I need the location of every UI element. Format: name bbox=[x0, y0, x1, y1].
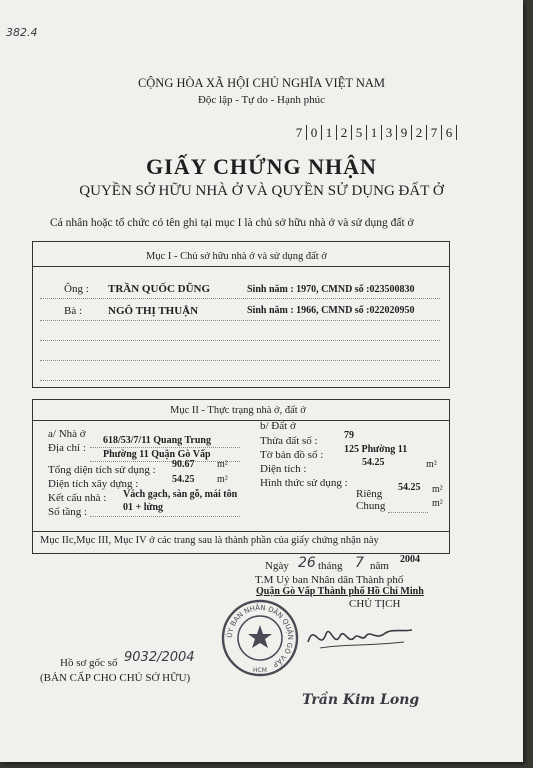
file-number: 9032/2004 bbox=[124, 650, 195, 665]
total-area-unit: m² bbox=[217, 459, 228, 470]
file-number-label: Hồ sơ gốc số bbox=[60, 657, 118, 669]
divider bbox=[32, 420, 449, 421]
seal-text: ỦY BAN NHÂN DÂN QUẬN GÒ VẤP bbox=[225, 603, 295, 669]
total-area-value: 90.67 bbox=[172, 459, 195, 470]
serial-digit: 1 bbox=[322, 125, 337, 140]
serial-digit: 2 bbox=[412, 125, 427, 140]
parcel-value: 79 bbox=[344, 430, 354, 441]
land-area-value: 54.25 bbox=[362, 457, 385, 468]
seal-star-icon bbox=[248, 625, 272, 648]
divider bbox=[32, 266, 449, 267]
corner-note: 382.4 bbox=[6, 26, 38, 39]
address-label: Địa chỉ : bbox=[48, 442, 86, 454]
dotted-line bbox=[90, 447, 240, 448]
serial-digit: 7 bbox=[427, 125, 442, 140]
dotted-line bbox=[40, 380, 440, 381]
address-line-2: Phường 11 Quận Gò Vấp bbox=[103, 449, 211, 460]
signer-name: Trần Kim Long bbox=[302, 692, 420, 708]
dotted-line bbox=[40, 340, 440, 341]
shared-label: Chung bbox=[356, 500, 386, 512]
serial-digit: 0 bbox=[307, 125, 322, 140]
copy-note: (BẢN CẤP CHO CHỦ SỞ HỮU) bbox=[40, 672, 191, 684]
owner-2-info: Sinh năm : 1966, CMND số :022020950 bbox=[247, 305, 415, 316]
house-title: a/ Nhà ở bbox=[48, 428, 86, 440]
serial-digit: 5 bbox=[352, 125, 367, 140]
map-value: 125 Phường 11 bbox=[344, 444, 408, 455]
dotted-line bbox=[40, 360, 440, 361]
private-label: Riêng bbox=[356, 488, 383, 500]
parcel-label: Thửa đất số : bbox=[260, 435, 318, 447]
dotted-line bbox=[40, 298, 440, 299]
date-year-label: năm bbox=[370, 560, 389, 572]
date-day-label: Ngày bbox=[265, 560, 289, 572]
owner-2-prefix: Bà : bbox=[64, 305, 83, 317]
intro-text: Cá nhân hoặc tổ chức có tên ghi tại mục I là chủ sở hữu nhà ở và sử dụng đất ở bbox=[50, 217, 414, 229]
owner-1-name: TRẦN QUỐC DŨNG bbox=[108, 283, 211, 295]
land-title: b/ Đất ở bbox=[260, 420, 296, 432]
owner-1-info: Sinh năm : 1970, CMND số :023500830 bbox=[247, 284, 415, 295]
owner-2-name: NGÔ THỊ THUẬN bbox=[108, 305, 199, 317]
motto: Độc lập - Tự do - Hạnh phúc bbox=[197, 94, 326, 106]
authority-line-2: Quận Gò Vấp Thành phố Hồ Chí Minh bbox=[256, 586, 424, 597]
structure-label: Kết cấu nhà : bbox=[48, 492, 107, 504]
built-area-label: Diện tích xây dựng : bbox=[48, 478, 139, 490]
serial-digit: 6 bbox=[442, 125, 457, 140]
dotted-line bbox=[40, 320, 440, 321]
private-value: 54.25 bbox=[398, 482, 421, 493]
signer-role: CHỦ TỊCH bbox=[349, 598, 401, 610]
owner-1-prefix: Ông : bbox=[64, 283, 89, 295]
floors-label: Số tầng : bbox=[48, 506, 88, 518]
document-title: GIẤY CHỨNG NHẬN bbox=[146, 154, 377, 179]
private-unit: m² bbox=[432, 484, 443, 495]
section-1-heading: Mục I - Chủ sở hữu nhà ở và sử dụng đất ở bbox=[146, 251, 327, 262]
shared-unit: m² bbox=[432, 498, 443, 509]
document-subtitle: QUYỀN SỞ HỮU NHÀ Ở VÀ QUYỀN SỬ DỤNG ĐẤT Ở bbox=[79, 183, 444, 199]
serial-digit: 1 bbox=[367, 125, 382, 140]
authority-line-1: T.M Uỷ ban Nhân dân Thành phố bbox=[255, 574, 404, 586]
divider bbox=[32, 531, 449, 532]
date-year: 2004 bbox=[400, 554, 420, 565]
land-area-label: Diện tích : bbox=[260, 463, 307, 475]
date-month-label: tháng bbox=[318, 560, 343, 572]
footer-note: Mục IIc,Mục III, Mục IV ở các trang sau là thành phần của giấy chứng nhận này bbox=[40, 535, 379, 546]
usage-label: Hình thức sử dụng : bbox=[260, 477, 348, 489]
floors-value: 01 + lửng bbox=[123, 502, 164, 513]
built-area-value: 54.25 bbox=[172, 474, 195, 485]
serial-digit: 2 bbox=[337, 125, 352, 140]
map-label: Tờ bản đồ số : bbox=[260, 449, 324, 461]
structure-value: Vách gạch, sàn gỗ, mái tôn bbox=[123, 489, 238, 500]
built-area-unit: m² bbox=[217, 474, 228, 485]
official-seal bbox=[220, 598, 300, 678]
dotted-line bbox=[388, 512, 428, 513]
serial-digit: 3 bbox=[382, 125, 397, 140]
date-month: 7 bbox=[355, 555, 364, 571]
total-area-label: Tổng diện tích sử dụng : bbox=[48, 464, 156, 476]
address-line-1: 618/53/7/11 Quang Trung bbox=[103, 435, 211, 446]
country-header: CỘNG HÒA XÃ HỘI CHỦ NGHĨA VIỆT NAM bbox=[137, 76, 386, 90]
serial-digit: 7 bbox=[292, 125, 307, 140]
section-2-heading: Mục II - Thực trạng nhà ở, đất ở bbox=[170, 405, 306, 416]
serial-digit: 9 bbox=[397, 125, 412, 140]
land-area-unit: m² bbox=[426, 459, 437, 470]
dotted-line bbox=[90, 516, 240, 517]
date-day: 26 bbox=[298, 555, 316, 571]
seal-bottom-text: HCM bbox=[253, 667, 267, 674]
handwritten-signature bbox=[300, 612, 420, 662]
